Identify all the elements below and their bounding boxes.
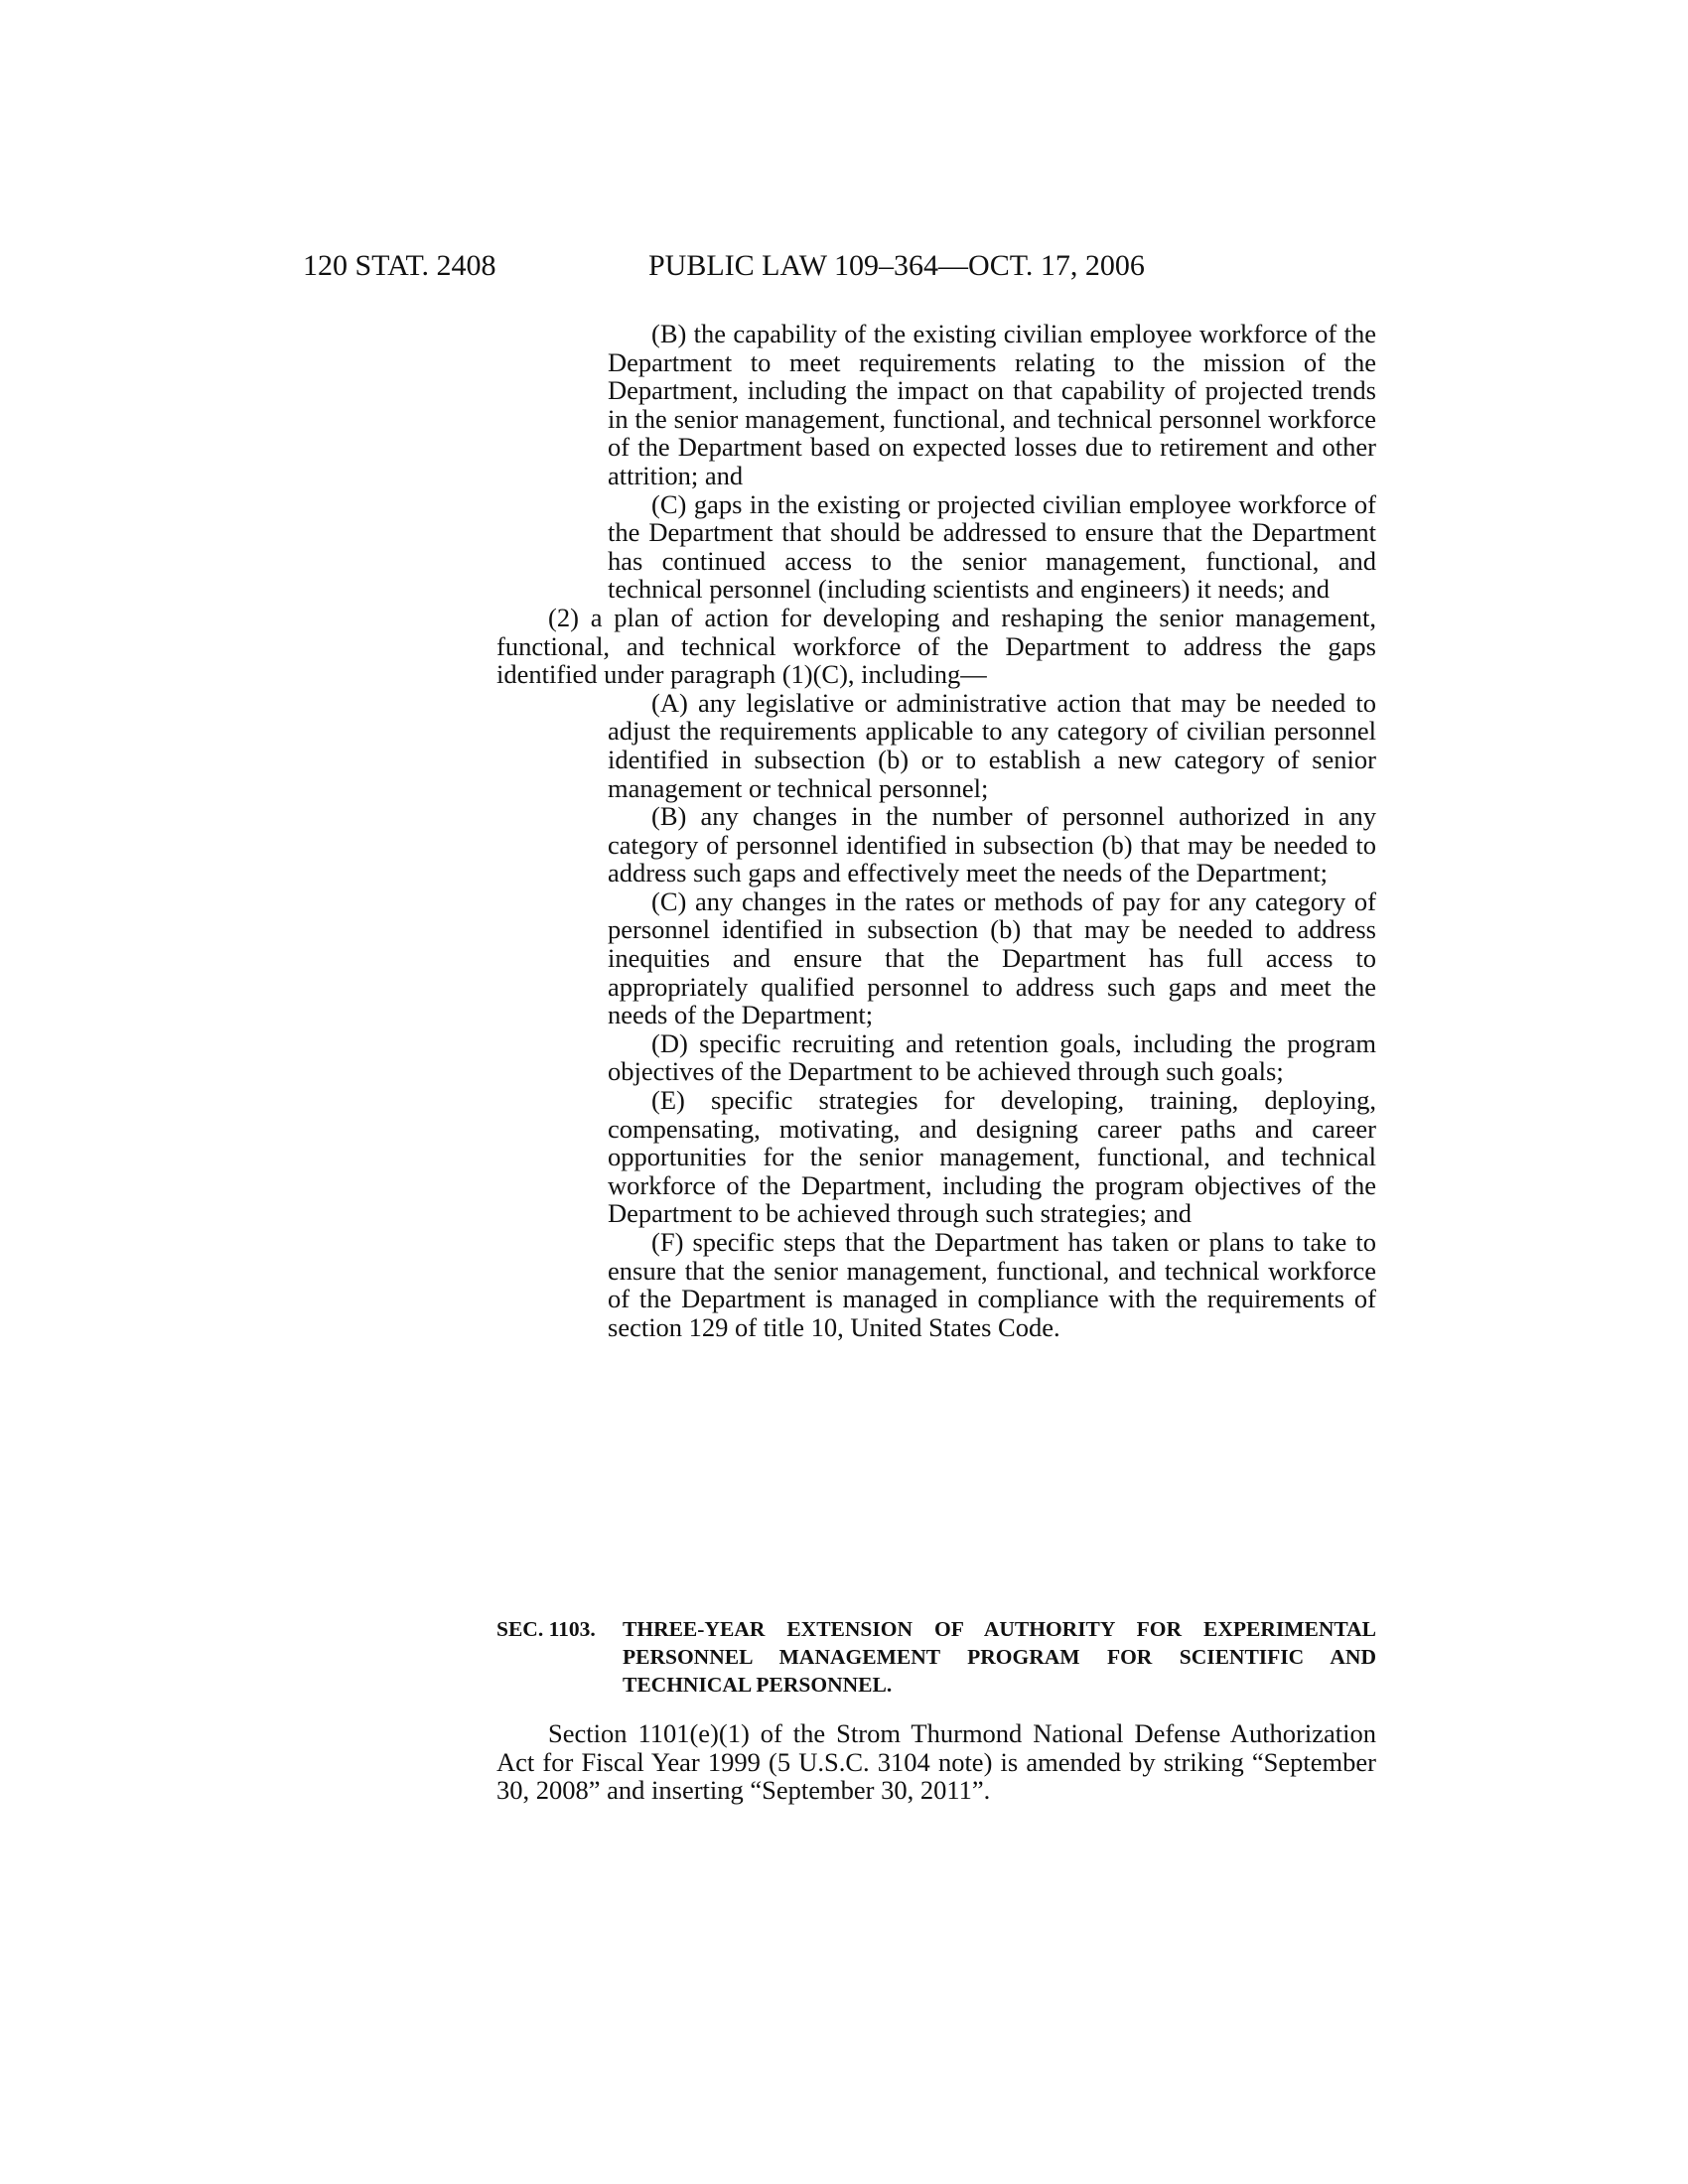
subparagraph-2-e: (E) specific strategies for developing, training, deploying, compensating, motivating, and designing career paths and career opportunities for the senior management, functional, and technical workforce of the Department, including the program objectives of the Department to be achieved through such strategies; and (608, 1085, 1376, 1229)
paragraph-2-subparagraphs (608, 689, 1376, 1342)
section-title: THREE-YEAR EXTENSION OF AUTHORITY FOR EXPERIMENTAL PERSONNEL MANAGEMENT PROGRAM FOR SCIENTIFIC AND TECHNICAL PERSONNEL. (623, 1617, 1376, 1697)
section-heading (496, 1615, 1376, 1699)
statute-page-number: 120 STAT. 2408 (303, 249, 496, 282)
subparagraph-1-b: (B) the capability of the existing civilian employee workforce of the Department to meet requirements relating to the mission of the Department, including the impact on that capability of projected trends in the senior management, functional, and technical personnel workforce of the Department based on expected losses due to retirement and other attrition; and (608, 319, 1376, 490)
paragraph-2: (2) a plan of action for developing and reshaping the senior management, functional, and technical workforce of the Department to address the gaps identified under paragraph (1)(C), including— (496, 602, 1376, 690)
subparagraph-1-c: (C) gaps in the existing or projected civilian employee workforce of the Department that should be addressed to ensure that the Department has continued access to the senior management, functional, and technical personnel (including scientists and engineers) it needs; and (608, 488, 1376, 605)
subparagraph-2-b: (B) any changes in the number of personnel authorized in any category of personnel identified in subsection (b) that may be needed to address such gaps and effectively meet the needs of the Department; (608, 801, 1376, 888)
section-number: SEC. 1103. (496, 1617, 596, 1641)
subparagraph-2-c: (C) any changes in the rates or methods of pay for any category of personnel identified in subsection (b) that may be needed to address inequities and ensure that the Department has full access to appropriately qualified personnel to address such gaps and meet the needs of the Department; (608, 886, 1376, 1030)
subparagraph-2-f: (F) specific steps that the Department has taken or plans to take to ensure that the senior management, functional, and technical workforce of the Department is managed in compliance with the requirements of section 129 of title 10, United States Code. (608, 1227, 1376, 1342)
document-body (496, 320, 1376, 1341)
paragraph-1-subparagraphs (608, 320, 1376, 604)
public-law-citation: PUBLIC LAW 109–364—OCT. 17, 2006 (648, 249, 1145, 282)
subparagraph-2-d: (D) specific recruiting and retention goals, including the program objectives of the Department to be achieved through such goals; (608, 1027, 1376, 1087)
subparagraph-2-a: (A) any legislative or administrative action that may be needed to adjust the requirements applicable to any category of civilian personnel identified in subsection (b) or to establish a new category of senior management or technical personnel; (608, 687, 1376, 803)
section-text: Section 1101(e)(1) of the Strom Thurmond National Defense Authorization Act for Fiscal Year 1999 (5 U.S.C. 3104 note) is amended by striking “September 30, 2008” and inserting “September 30, 2011”. (496, 1718, 1376, 1806)
page-header (303, 246, 1375, 286)
